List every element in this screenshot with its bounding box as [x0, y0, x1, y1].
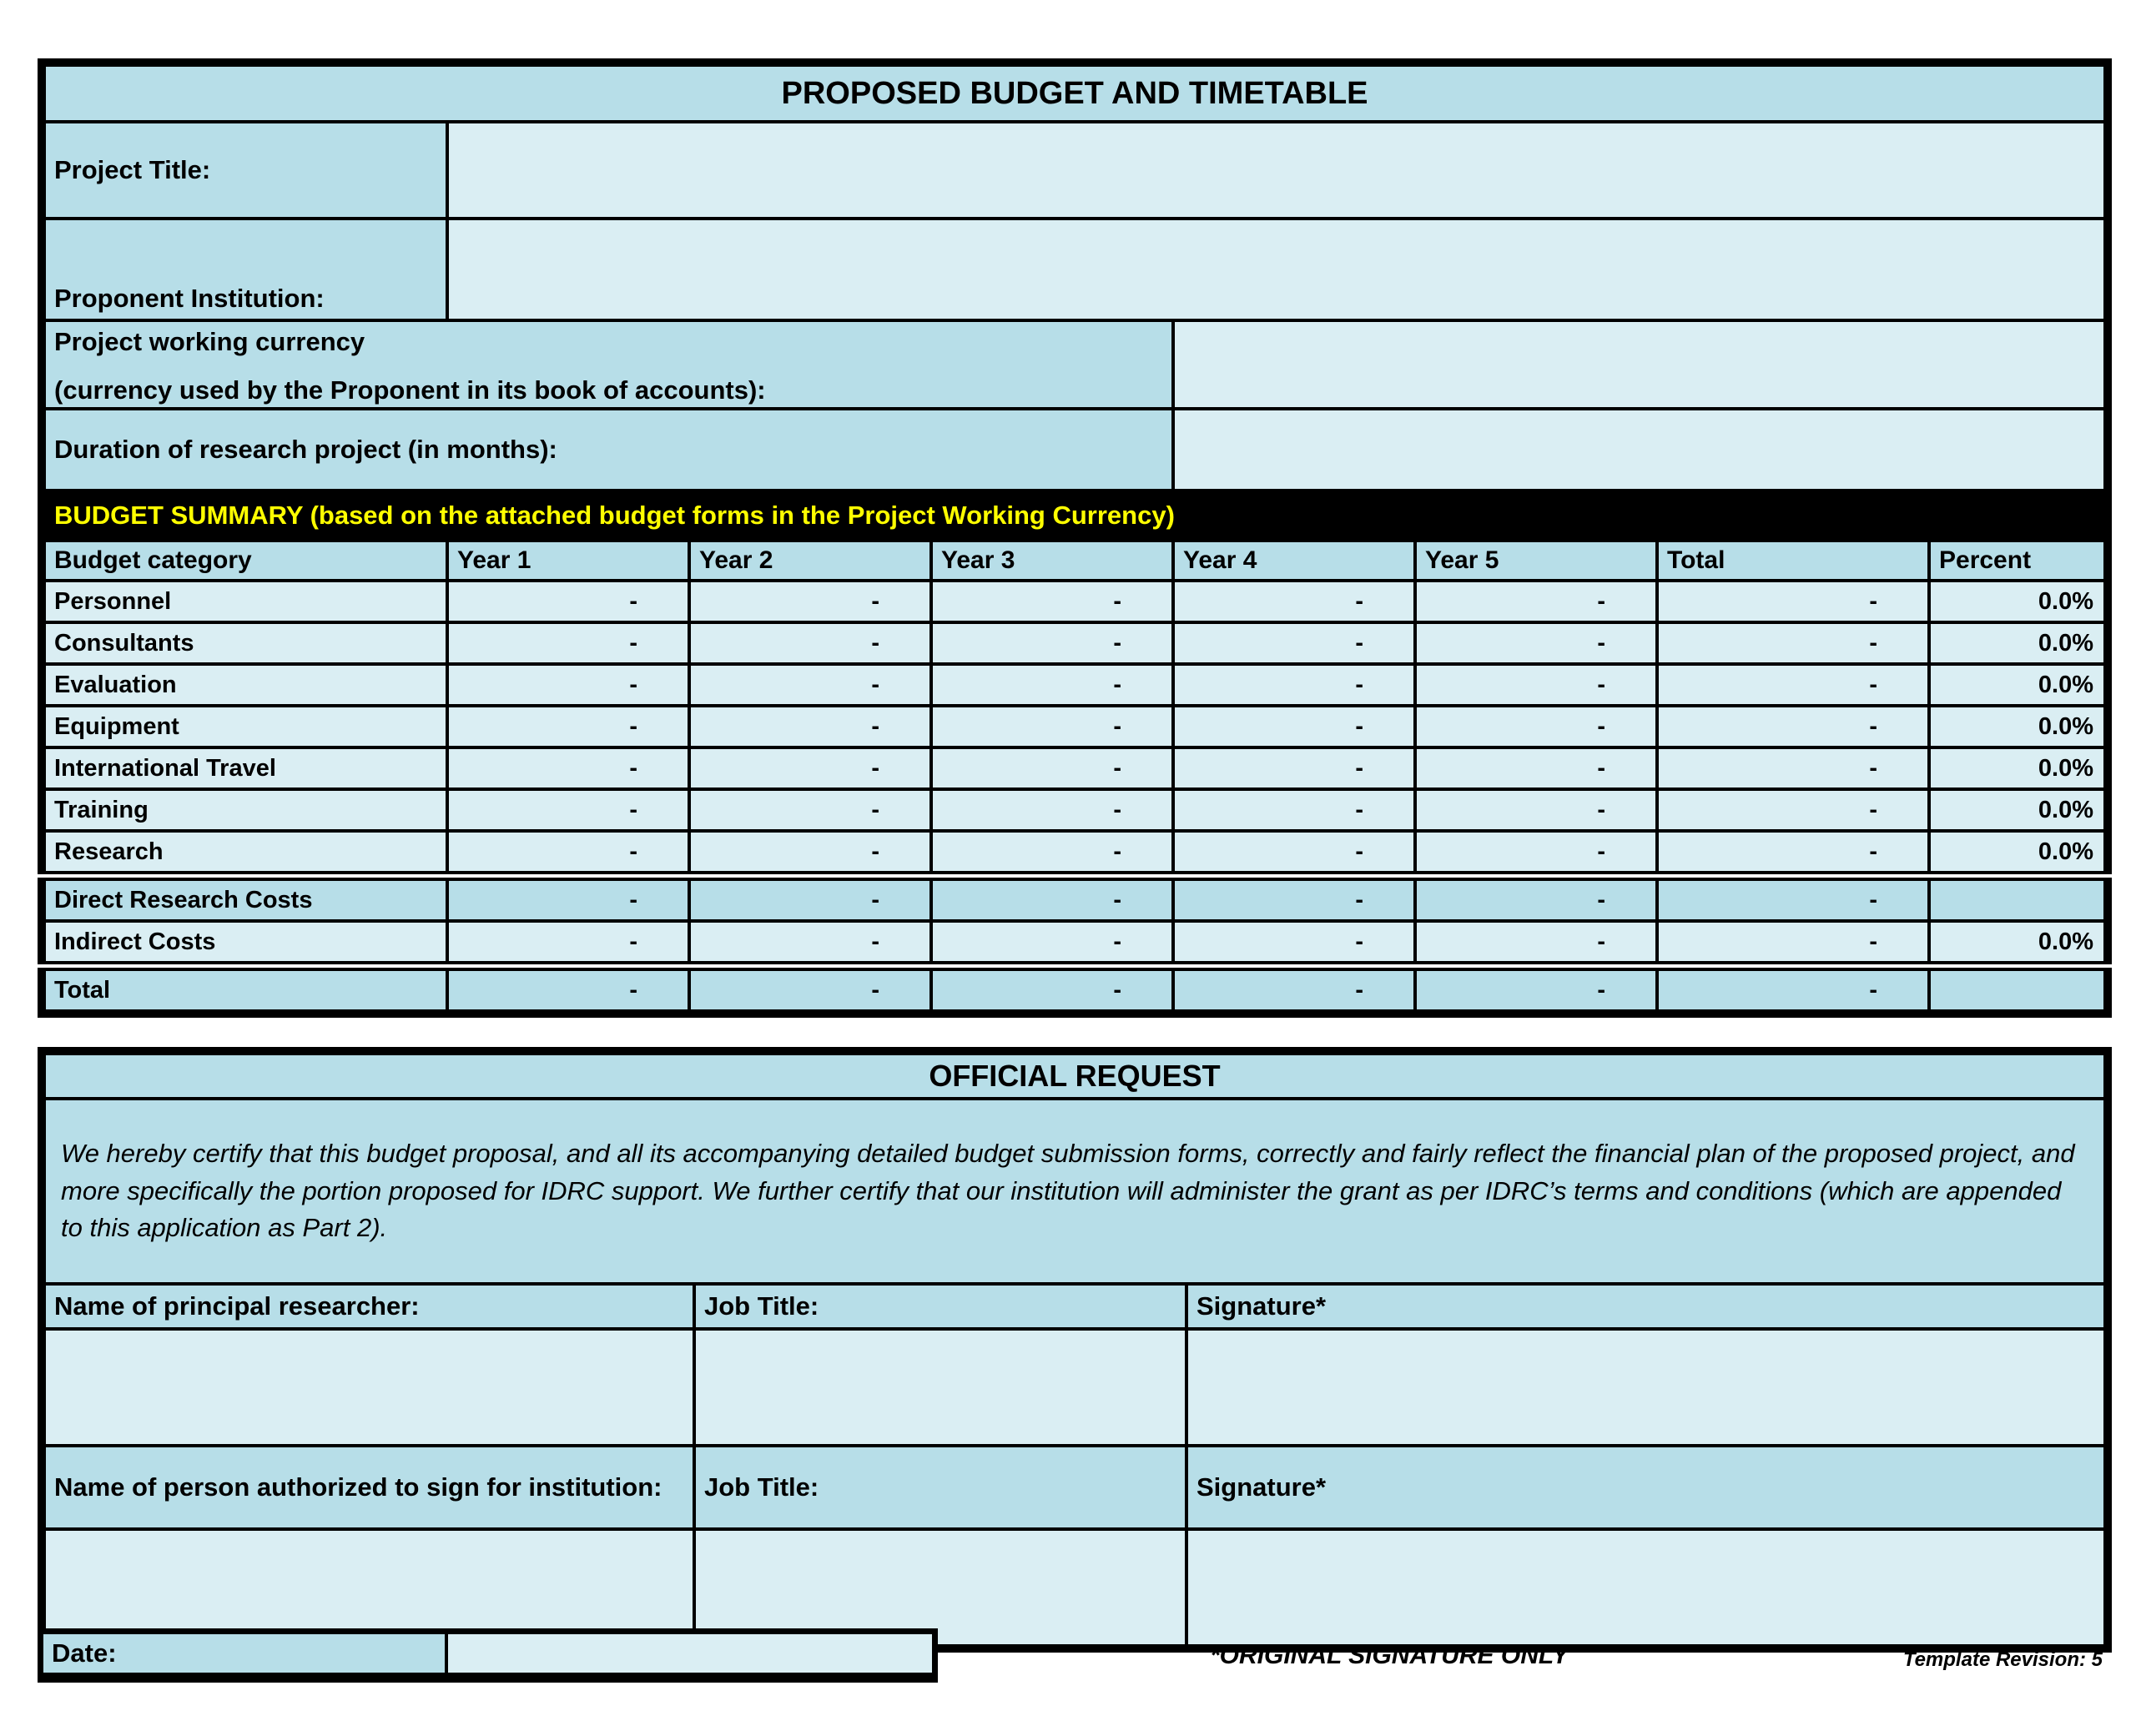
proponent-institution-label: Proponent Institution: [42, 219, 447, 320]
budget-rows [42, 581, 2108, 1014]
budget-category-cell: Total [42, 966, 447, 1014]
budget-value-cell[interactable]: - [1657, 789, 1929, 831]
budget-value-cell[interactable]: - [689, 831, 931, 876]
certification-row [42, 1099, 2108, 1284]
budget-summary-header-row [42, 541, 2108, 581]
budget-category-cell: Indirect Costs [42, 921, 447, 966]
budget-row [42, 966, 2108, 1014]
budget-category-cell: Training [42, 789, 447, 831]
budget-value-cell[interactable]: - [1415, 747, 1657, 789]
official-request-title: OFFICIAL REQUEST [42, 1051, 2108, 1099]
budget-value-cell[interactable]: - [447, 789, 689, 831]
date-row [41, 1632, 935, 1678]
budget-value-cell[interactable]: - [1173, 921, 1415, 966]
budget-value-cell[interactable]: - [1415, 789, 1657, 831]
page-title: PROPOSED BUDGET AND TIMETABLE [42, 63, 2108, 122]
budget-value-cell[interactable]: - [931, 789, 1173, 831]
template-revision: Template Revision: 5 [1902, 1648, 2103, 1671]
principal-researcher-name-label: Name of principal researcher: [42, 1284, 694, 1329]
budget-value-cell[interactable]: - [1657, 876, 1929, 921]
budget-value-cell[interactable]: - [1415, 966, 1657, 1014]
working-currency-label-line1: Project working currency [54, 327, 365, 356]
budget-value-cell[interactable]: - [689, 706, 931, 747]
budget-category-cell: Personnel [42, 581, 447, 622]
budget-value-cell[interactable]: - [1657, 921, 1929, 966]
date-table [38, 1628, 938, 1683]
budget-percent-cell[interactable] [1929, 876, 2108, 921]
authorized-person-signature-label: Signature* [1186, 1446, 2108, 1529]
budget-value-cell[interactable]: - [1173, 831, 1415, 876]
budget-value-cell[interactable]: - [1173, 622, 1415, 664]
working-currency-label-line2: (currency used by the Proponent in its book of accounts): [54, 375, 766, 405]
proponent-institution-input[interactable] [447, 219, 2108, 320]
col-header-year5: Year 5 [1415, 541, 1657, 581]
budget-value-cell[interactable]: - [689, 966, 931, 1014]
budget-row [42, 789, 2108, 831]
authorized-person-name-label: Name of person authorized to sign for institution: [42, 1446, 694, 1529]
budget-value-cell[interactable]: - [1415, 831, 1657, 876]
budget-category-cell: Equipment [42, 706, 447, 747]
budget-percent-cell[interactable]: 0.0% [1929, 664, 2108, 706]
budget-value-cell[interactable]: - [447, 921, 689, 966]
col-header-year1: Year 1 [447, 541, 689, 581]
principal-researcher-label-row [42, 1284, 2108, 1329]
budget-value-cell[interactable]: - [689, 622, 931, 664]
budget-row [42, 876, 2108, 921]
budget-percent-cell[interactable] [1929, 966, 2108, 1014]
duration-input[interactable] [1173, 409, 2108, 491]
budget-value-cell[interactable]: - [1173, 747, 1415, 789]
budget-value-cell[interactable]: - [931, 876, 1173, 921]
budget-percent-cell[interactable]: 0.0% [1929, 747, 2108, 789]
budget-percent-cell[interactable]: 0.0% [1929, 622, 2108, 664]
duration-label: Duration of research project (in months): [42, 409, 1173, 491]
budget-value-cell[interactable]: - [689, 664, 931, 706]
budget-value-cell[interactable]: - [447, 747, 689, 789]
budget-category-cell: Direct Research Costs [42, 876, 447, 921]
col-header-budget-category: Budget category [42, 541, 447, 581]
budget-category-cell: Research [42, 831, 447, 876]
budget-value-cell[interactable]: - [1415, 706, 1657, 747]
budget-value-cell[interactable]: - [931, 581, 1173, 622]
principal-researcher-signature-label: Signature* [1186, 1284, 2108, 1329]
authorized-person-job-title-label: Job Title: [694, 1446, 1186, 1529]
budget-value-cell[interactable]: - [1657, 622, 1929, 664]
budget-category-cell: Consultants [42, 622, 447, 664]
budget-value-cell[interactable]: - [931, 921, 1173, 966]
budget-value-cell[interactable]: - [1173, 664, 1415, 706]
budget-percent-cell[interactable]: 0.0% [1929, 831, 2108, 876]
col-header-year3: Year 3 [931, 541, 1173, 581]
budget-value-cell[interactable]: - [1415, 664, 1657, 706]
budget-value-cell[interactable]: - [931, 622, 1173, 664]
budget-value-cell[interactable]: - [1657, 966, 1929, 1014]
proponent-institution-row [42, 219, 2108, 320]
budget-summary-section-bar: BUDGET SUMMARY (based on the attached budget forms in the Project Working Currency) [42, 491, 2108, 541]
budget-value-cell[interactable]: - [689, 876, 931, 921]
principal-researcher-job-title-label: Job Title: [694, 1284, 1186, 1329]
budget-value-cell[interactable]: - [1173, 789, 1415, 831]
authorized-person-signature-input[interactable] [1186, 1529, 2108, 1648]
budget-category-cell: Evaluation [42, 664, 447, 706]
principal-researcher-input-row [42, 1329, 2108, 1446]
original-signature-note: *ORIGINAL SIGNATURE ONLY [1209, 1642, 1569, 1669]
col-header-total: Total [1657, 541, 1929, 581]
budget-value-cell[interactable]: - [1173, 966, 1415, 1014]
budget-value-cell[interactable]: - [447, 706, 689, 747]
budget-value-cell[interactable]: - [447, 664, 689, 706]
certification-text: We hereby certify that this budget proposal, and all its accompanying detailed budget submission forms, correctly and fairly reflect the financial plan of the proposed project, and more specifically the portion proposed for IDRC support. We further certify that our institution will administer the grant as per IDRC’s terms and conditions (which are appended to this application as Part 2). [42, 1099, 2108, 1284]
budget-row [42, 747, 2108, 789]
budget-value-cell[interactable]: - [689, 921, 931, 966]
budget-value-cell[interactable]: - [447, 876, 689, 921]
budget-value-cell[interactable]: - [1657, 831, 1929, 876]
principal-researcher-signature-input[interactable] [1186, 1329, 2108, 1446]
budget-value-cell[interactable]: - [1173, 876, 1415, 921]
budget-percent-cell[interactable]: 0.0% [1929, 921, 2108, 966]
budget-percent-cell[interactable]: 0.0% [1929, 581, 2108, 622]
budget-and-timetable-table [38, 58, 2112, 1018]
budget-value-cell[interactable]: - [1657, 664, 1929, 706]
official-request-table [38, 1047, 2112, 1653]
budget-value-cell[interactable]: - [689, 789, 931, 831]
official-request-title-row [42, 1051, 2108, 1099]
budget-value-cell[interactable]: - [1415, 622, 1657, 664]
budget-value-cell[interactable]: - [931, 747, 1173, 789]
budget-value-cell[interactable]: - [447, 622, 689, 664]
budget-row [42, 622, 2108, 664]
budget-row [42, 921, 2108, 966]
col-header-year2: Year 2 [689, 541, 931, 581]
col-header-percent: Percent [1929, 541, 2108, 581]
budget-value-cell[interactable]: - [1173, 706, 1415, 747]
budget-value-cell[interactable]: - [931, 831, 1173, 876]
budget-value-cell[interactable]: - [931, 664, 1173, 706]
budget-value-cell[interactable]: - [447, 581, 689, 622]
budget-value-cell[interactable]: - [1415, 581, 1657, 622]
budget-value-cell[interactable]: - [1657, 747, 1929, 789]
budget-row [42, 706, 2108, 747]
budget-value-cell[interactable]: - [1657, 581, 1929, 622]
authorized-person-label-row [42, 1446, 2108, 1529]
budget-percent-cell[interactable]: 0.0% [1929, 706, 2108, 747]
principal-researcher-name-input[interactable] [42, 1329, 694, 1446]
principal-researcher-job-title-input[interactable] [694, 1329, 1186, 1446]
date-label: Date: [41, 1632, 446, 1678]
budget-value-cell[interactable]: - [1657, 706, 1929, 747]
date-input[interactable] [446, 1632, 935, 1678]
budget-value-cell[interactable]: - [931, 706, 1173, 747]
budget-value-cell[interactable]: - [447, 966, 689, 1014]
col-header-year4: Year 4 [1173, 541, 1415, 581]
budget-row [42, 831, 2108, 876]
project-title-row [42, 122, 2108, 219]
budget-value-cell[interactable]: - [447, 831, 689, 876]
budget-value-cell[interactable]: - [1415, 921, 1657, 966]
budget-value-cell[interactable]: - [931, 966, 1173, 1014]
form-title-row [42, 63, 2108, 122]
budget-value-cell[interactable]: - [1415, 876, 1657, 921]
budget-category-cell: International Travel [42, 747, 447, 789]
budget-percent-cell[interactable]: 0.0% [1929, 789, 2108, 831]
project-title-label: Project Title: [42, 122, 447, 219]
budget-summary-section-bar-row [42, 491, 2108, 541]
duration-row [42, 409, 2108, 491]
budget-row [42, 581, 2108, 622]
budget-value-cell[interactable]: - [1173, 581, 1415, 622]
working-currency-input[interactable] [1173, 320, 2108, 409]
budget-row [42, 664, 2108, 706]
working-currency-row [42, 320, 2108, 409]
working-currency-label [42, 320, 1173, 409]
project-title-input[interactable] [447, 122, 2108, 219]
budget-value-cell[interactable]: - [689, 581, 931, 622]
budget-value-cell[interactable]: - [689, 747, 931, 789]
